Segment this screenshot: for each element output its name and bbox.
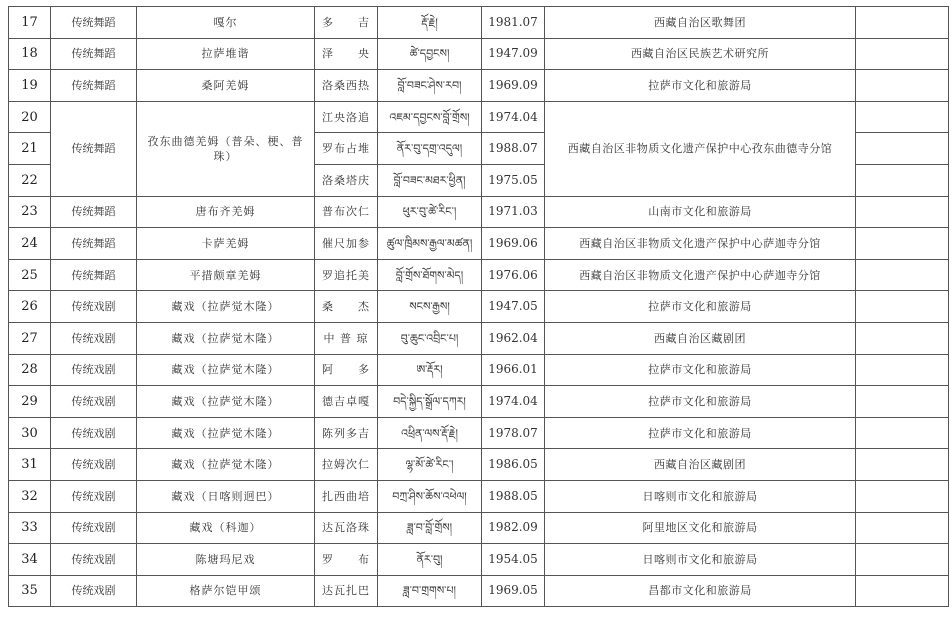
- table-row: [9, 386, 949, 418]
- unit-cell: 昌都市文化和旅游局: [545, 575, 856, 607]
- inheritor-name-cell: 催尺加参: [315, 228, 378, 260]
- unit-cell: 西藏自治区非物质文化遗产保护中心孜东曲德寺分馆: [545, 101, 856, 196]
- inheritor-name-cell: 普布次仁: [315, 196, 378, 228]
- category-cell: 传统戏剧: [51, 512, 137, 544]
- unit-cell: 拉萨市文化和旅游局: [545, 291, 856, 323]
- category-cell: 传统戏剧: [51, 322, 137, 354]
- table-row: [9, 70, 949, 102]
- serial-number-cell: 33: [9, 512, 51, 544]
- note-cell: [856, 480, 949, 512]
- inheritor-name-cell: 洛桑塔庆: [315, 164, 378, 196]
- unit-cell: 拉萨市文化和旅游局: [545, 354, 856, 386]
- category-cell: 传统戏剧: [51, 575, 137, 607]
- project-cell: 卡萨羌姆: [137, 228, 315, 260]
- project-cell: 唐布齐羌姆: [137, 196, 315, 228]
- inheritor-name-cell: 中 普 琼: [315, 322, 378, 354]
- category-cell: 传统舞蹈: [51, 70, 137, 102]
- tibetan-name-cell: འཕྲིན་ལས་རྡོ་རྗེ།: [378, 417, 482, 449]
- project-cell: 藏戏（拉萨觉木隆）: [137, 386, 315, 418]
- tibetan-name-cell: རྡོ་རྗེ།: [378, 7, 482, 39]
- tibetan-name-cell: ཨ་རྡོར།: [378, 354, 482, 386]
- inheritor-name-cell: 泽 央: [315, 38, 378, 70]
- note-cell: [856, 259, 949, 291]
- note-cell: [856, 322, 949, 354]
- inheritor-name-cell: 扎西曲培: [315, 480, 378, 512]
- serial-number-cell: 35: [9, 575, 51, 607]
- table-row: [9, 417, 949, 449]
- serial-number-cell: 31: [9, 449, 51, 481]
- table-row: [9, 259, 949, 291]
- tibetan-name-cell: བློ་བཟང་ཤེས་རབ།: [378, 70, 482, 102]
- serial-number-cell: 30: [9, 417, 51, 449]
- note-cell: [856, 133, 949, 165]
- birth-date-cell: 1969.06: [482, 228, 545, 260]
- birth-date-cell: 1981.07: [482, 7, 545, 39]
- project-cell: 藏戏（拉萨觉木隆）: [137, 291, 315, 323]
- table-row: [9, 101, 949, 133]
- inheritor-name-cell: 洛桑西热: [315, 70, 378, 102]
- tibetan-name-cell: ཟླ་བ་བློ་གྲོས།: [378, 512, 482, 544]
- category-cell: 传统戏剧: [51, 449, 137, 481]
- category-cell: 传统戏剧: [51, 544, 137, 576]
- project-cell: 孜东曲德羌姆（普朵、梗、普珠）: [137, 101, 315, 196]
- table-row: [9, 480, 949, 512]
- tibetan-name-cell: བདེ་སྐྱིད་སྒྲོལ་དཀར།: [378, 386, 482, 418]
- project-cell: 格萨尔铠甲颂: [137, 575, 315, 607]
- project-cell: 藏戏（日喀则迥巴）: [137, 480, 315, 512]
- table-row: [9, 228, 949, 260]
- note-cell: [856, 196, 949, 228]
- unit-cell: 日喀则市文化和旅游局: [545, 480, 856, 512]
- inheritor-name-cell: 达瓦扎巴: [315, 575, 378, 607]
- category-cell: 传统舞蹈: [51, 228, 137, 260]
- inheritor-name-cell: 罗追托美: [315, 259, 378, 291]
- birth-date-cell: 1974.04: [482, 101, 545, 133]
- serial-number-cell: 24: [9, 228, 51, 260]
- birth-date-cell: 1974.04: [482, 386, 545, 418]
- project-cell: 陈塘玛尼戏: [137, 544, 315, 576]
- tibetan-name-cell: སངས་རྒྱས།: [378, 291, 482, 323]
- tibetan-name-cell: ལྷ་མོ་ཚེ་རིང་།: [378, 449, 482, 481]
- table-row: [9, 7, 949, 39]
- unit-cell: 西藏自治区非物质文化遗产保护中心萨迦寺分馆: [545, 259, 856, 291]
- serial-number-cell: 32: [9, 480, 51, 512]
- inheritor-name-cell: 罗 布: [315, 544, 378, 576]
- unit-cell: 西藏自治区藏剧团: [545, 449, 856, 481]
- inheritor-name-cell: 拉姆次仁: [315, 449, 378, 481]
- birth-date-cell: 1966.01: [482, 354, 545, 386]
- category-cell: 传统舞蹈: [51, 38, 137, 70]
- project-cell: 平措颇章羌姆: [137, 259, 315, 291]
- birth-date-cell: 1988.05: [482, 480, 545, 512]
- note-cell: [856, 101, 949, 133]
- unit-cell: 西藏自治区歌舞团: [545, 7, 856, 39]
- unit-cell: 拉萨市文化和旅游局: [545, 417, 856, 449]
- serial-number-cell: 27: [9, 322, 51, 354]
- category-cell: 传统舞蹈: [51, 101, 137, 196]
- tibetan-name-cell: བློ་བཟང་མཐར་ཕྱིན།: [378, 164, 482, 196]
- note-cell: [856, 354, 949, 386]
- serial-number-cell: 28: [9, 354, 51, 386]
- serial-number-cell: 21: [9, 133, 51, 165]
- tibetan-name-cell: ཚེ་དབྱངས།: [378, 38, 482, 70]
- birth-date-cell: 1969.05: [482, 575, 545, 607]
- tibetan-name-cell: བུ་ཆུང་འབྲིང་པ།: [378, 322, 482, 354]
- serial-number-cell: 26: [9, 291, 51, 323]
- inheritor-name-cell: 多 吉: [315, 7, 378, 39]
- category-cell: 传统戏剧: [51, 386, 137, 418]
- tibetan-name-cell: ཕུར་བུ་ཚེ་རིང་།: [378, 196, 482, 228]
- serial-number-cell: 20: [9, 101, 51, 133]
- birth-date-cell: 1978.07: [482, 417, 545, 449]
- birth-date-cell: 1969.09: [482, 70, 545, 102]
- table-row: [9, 544, 949, 576]
- inheritor-name-cell: 达瓦洛珠: [315, 512, 378, 544]
- birth-date-cell: 1986.05: [482, 449, 545, 481]
- serial-number-cell: 18: [9, 38, 51, 70]
- note-cell: [856, 449, 949, 481]
- tibetan-name-cell: འཇམ་དབྱངས་བློ་གྲོས།: [378, 101, 482, 133]
- note-cell: [856, 544, 949, 576]
- project-cell: 藏戏（科迦）: [137, 512, 315, 544]
- birth-date-cell: 1962.04: [482, 322, 545, 354]
- table-row: [9, 322, 949, 354]
- category-cell: 传统戏剧: [51, 291, 137, 323]
- project-cell: 拉萨堆谐: [137, 38, 315, 70]
- note-cell: [856, 575, 949, 607]
- project-cell: 桑阿羌姆: [137, 70, 315, 102]
- note-cell: [856, 291, 949, 323]
- table-row: [9, 196, 949, 228]
- table-body: [9, 7, 949, 607]
- serial-number-cell: 17: [9, 7, 51, 39]
- inheritor-table: [8, 6, 949, 607]
- unit-cell: 阿里地区文化和旅游局: [545, 512, 856, 544]
- inheritor-name-cell: 阿 多: [315, 354, 378, 386]
- table-row: [9, 512, 949, 544]
- note-cell: [856, 38, 949, 70]
- unit-cell: 西藏自治区非物质文化遗产保护中心萨迦寺分馆: [545, 228, 856, 260]
- inheritor-name-cell: 陈列多吉: [315, 417, 378, 449]
- note-cell: [856, 164, 949, 196]
- inheritor-name-cell: 德吉卓嘎: [315, 386, 378, 418]
- category-cell: 传统舞蹈: [51, 7, 137, 39]
- note-cell: [856, 386, 949, 418]
- serial-number-cell: 22: [9, 164, 51, 196]
- category-cell: 传统戏剧: [51, 354, 137, 386]
- project-cell: 藏戏（拉萨觉木隆）: [137, 322, 315, 354]
- note-cell: [856, 7, 949, 39]
- unit-cell: 西藏自治区民族艺术研究所: [545, 38, 856, 70]
- tibetan-name-cell: ཚུལ་ཁྲིམས་རྒྱལ་མཚན།: [378, 228, 482, 260]
- inheritor-name-cell: 桑 杰: [315, 291, 378, 323]
- tibetan-name-cell: ནོར་བུ་དགྲ་འདུལ།: [378, 133, 482, 165]
- serial-number-cell: 29: [9, 386, 51, 418]
- birth-date-cell: 1982.09: [482, 512, 545, 544]
- tibetan-name-cell: བཀྲ་ཤིས་ཆོས་འཕེལ།: [378, 480, 482, 512]
- serial-number-cell: 23: [9, 196, 51, 228]
- unit-cell: 日喀则市文化和旅游局: [545, 544, 856, 576]
- serial-number-cell: 34: [9, 544, 51, 576]
- inheritor-name-cell: 罗布占堆: [315, 133, 378, 165]
- category-cell: 传统舞蹈: [51, 259, 137, 291]
- birth-date-cell: 1947.09: [482, 38, 545, 70]
- note-cell: [856, 512, 949, 544]
- birth-date-cell: 1988.07: [482, 133, 545, 165]
- unit-cell: 拉萨市文化和旅游局: [545, 386, 856, 418]
- unit-cell: 山南市文化和旅游局: [545, 196, 856, 228]
- table-row: [9, 38, 949, 70]
- table-row: [9, 449, 949, 481]
- category-cell: 传统舞蹈: [51, 196, 137, 228]
- tibetan-name-cell: བློ་གྲོས་ཐོགས་མེད།: [378, 259, 482, 291]
- unit-cell: 拉萨市文化和旅游局: [545, 70, 856, 102]
- note-cell: [856, 70, 949, 102]
- birth-date-cell: 1975.05: [482, 164, 545, 196]
- tibetan-name-cell: ཟླ་བ་གྲགས་པ།: [378, 575, 482, 607]
- birth-date-cell: 1971.03: [482, 196, 545, 228]
- table-row: [9, 291, 949, 323]
- category-cell: 传统戏剧: [51, 480, 137, 512]
- birth-date-cell: 1947.05: [482, 291, 545, 323]
- serial-number-cell: 25: [9, 259, 51, 291]
- unit-cell: 西藏自治区藏剧团: [545, 322, 856, 354]
- category-cell: 传统戏剧: [51, 417, 137, 449]
- birth-date-cell: 1954.05: [482, 544, 545, 576]
- project-cell: 藏戏（拉萨觉木隆）: [137, 354, 315, 386]
- project-cell: 藏戏（拉萨觉木隆）: [137, 417, 315, 449]
- note-cell: [856, 417, 949, 449]
- table-row: [9, 354, 949, 386]
- project-cell: 嘎尔: [137, 7, 315, 39]
- inheritor-name-cell: 江央洛追: [315, 101, 378, 133]
- serial-number-cell: 19: [9, 70, 51, 102]
- table-row: [9, 575, 949, 607]
- project-cell: 藏戏（拉萨觉木隆）: [137, 449, 315, 481]
- note-cell: [856, 228, 949, 260]
- birth-date-cell: 1976.06: [482, 259, 545, 291]
- tibetan-name-cell: ནོར་བུ།: [378, 544, 482, 576]
